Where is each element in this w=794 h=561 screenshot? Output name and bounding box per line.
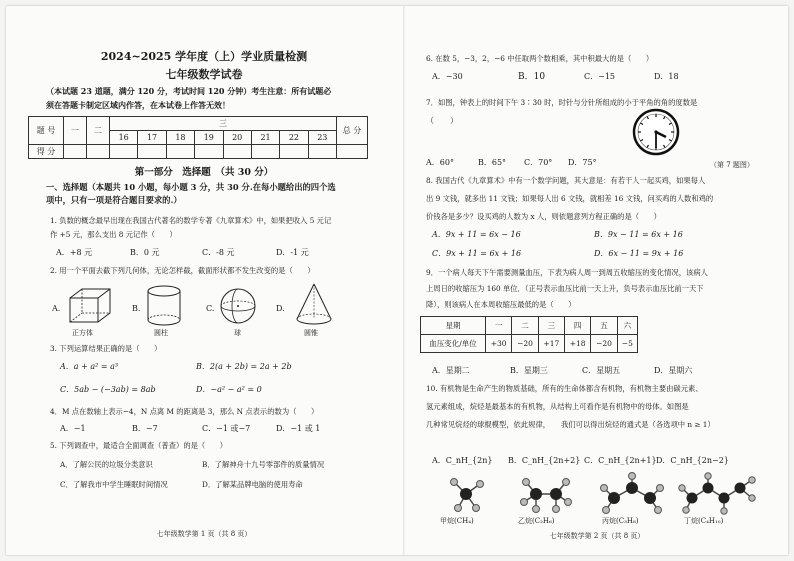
q8-option-d[interactable]: D．6x − 11 = 9x + 16 [594,249,684,258]
score-cell[interactable] [308,145,336,159]
bp-header-tue: 二 [512,317,538,335]
q9-line-1: 9．一个病人每天下午需要测量血压，下表为病人周一到周五收缩压的变化情况，该病人 [426,268,708,277]
bp-header-thu: 四 [564,317,590,335]
q10-line-1: 10. 有机物是生命产生的物质基础，所有的生命体都含有机物，有机物主要由碳元素、 [426,384,703,393]
score-col-20: 20 [223,131,251,145]
score-col-17: 17 [138,131,166,145]
q6-option-c[interactable]: C．−15 [584,72,616,81]
methane-model-icon[interactable] [451,479,484,512]
bp-header-fri: 五 [591,317,617,335]
q10-option-c[interactable]: C．C_nH_{2n+1} [584,456,657,465]
score-col-19: 19 [195,131,223,145]
q10-option-d[interactable]: D．C_nH_{2n−2} [656,456,729,465]
butane-model-icon[interactable] [679,473,755,514]
q7-option-a[interactable]: A．60° [426,158,454,167]
q6-option-d[interactable]: D．18 [654,72,679,81]
q6-option-a[interactable]: A．−30 [432,72,463,81]
q4-option-a[interactable]: A．−1 [60,424,86,433]
score-table [28,116,368,159]
bp-header-wed: 三 [538,317,564,335]
q9-option-b[interactable]: B．星期三 [510,366,548,375]
page-2 [406,6,788,555]
q1-option-d[interactable]: D．-1 元 [276,248,309,257]
section-title-2: 项中，只有一项是符合题目要求的.） [46,195,182,205]
q2-letter-d: D. [276,304,285,313]
q2-letter-b: B. [132,304,141,313]
q3-option-d[interactable]: D．−a² − a² = 0 [196,385,262,394]
bp-header-mon: 一 [486,317,512,335]
score-cell[interactable] [87,145,110,159]
q2-stem: 2. 用一个平面去截下列几何体，无论怎样截，截面形状都不发生改变的是（ ） [50,266,315,275]
q4-stem: 4．M 点在数轴上表示−4，N 点离 M 的距离是 3，那么 N 点表示的数为（ ） [50,407,319,416]
q10-option-b[interactable]: B．C_nH_{2n+2} [508,456,581,465]
cone-icon[interactable] [294,282,334,328]
score-row2-label: 得 分 [29,145,64,159]
score-col-22: 22 [280,131,308,145]
q8-line-1: 8. 我国古代《九章算术》中有一个数学问题，其大意是：有若干人一起买鸡，如果每人 [426,176,706,185]
page-fold [403,6,405,555]
molecule-label-ethane: 乙烷(C₂H₆) [518,517,555,525]
q8-option-c[interactable]: C．9x + 11 = 6x + 16 [432,249,522,258]
q7-option-b[interactable]: B．65° [478,158,507,167]
clock-icon[interactable] [632,106,680,158]
page-2-footer: 七年级数学第 2 页（共 8 页） [549,532,645,540]
sphere-icon[interactable] [218,286,260,326]
score-cell[interactable] [110,145,138,159]
score-col-three: 三 [110,117,337,131]
notice-line-1: （本试题 23 道题，满分 120 分，考试时间 120 分钟）考生注意：所有试题必 [46,86,332,96]
score-col-23: 23 [308,131,336,145]
q3-option-a[interactable]: A．a + a² = a³ [60,362,119,371]
bp-cell: +30 [486,335,512,353]
q1-line-2: 作 +5 元，那么支出 8 元记作（ ） [50,230,177,239]
cube-icon[interactable] [66,286,116,326]
part1-heading: 第一部分 选择题 （共 30 分） [134,167,274,178]
q2-letter-c: C. [206,304,215,313]
q8-line-2: 出 9 文钱，就多出 11 文钱；如果每人出 6 文钱，就相差 16 文钱，问买鸡的人数和鸡的 [426,194,714,203]
q1-option-b[interactable]: B．0 元 [130,248,160,257]
section-title-1: 一、选择题（本题共 10 小题，每小题 3 分，共 30 分.在每小题给出的四个选 [46,182,336,192]
q3-option-b[interactable]: B．2(a + 2b) = 2a + 2b [196,362,292,371]
q7-option-c[interactable]: C．70° [524,158,553,167]
notice-line-2: 须在答题卡制定区域内作答，在本试卷上作答无效！ [46,100,230,110]
q5-stem: 5. 下列调查中，最适合全面调查（普查）的是（ ） [50,441,228,450]
ethane-model-icon[interactable] [521,479,572,513]
q7-paren: （ ） [426,116,458,125]
score-cell[interactable] [195,145,223,159]
q2-shape-cube-label: 正方体 [72,329,93,337]
molecule-label-propane: 丙烷(C₃H₈) [602,517,639,525]
molecule-label-butane: 丁烷(C₄H₁₀) [684,517,724,525]
q5-option-c[interactable]: C．了解我市中学生睡眠时间情况 [60,480,168,489]
exam-subtitle: 七年级数学试卷 [165,68,243,81]
q1-option-c[interactable]: C．-8 元 [202,248,235,257]
blood-pressure-table [420,316,638,353]
q7-figure-caption: （第 7 题图） [710,161,754,169]
bp-cell: +17 [538,335,564,353]
score-col-total: 总 分 [337,117,368,145]
q10-line-2: 氢元素组成，烷烃是最基本的有机物，从结构上可看作是有机物中的母体。如图是 [426,402,689,411]
score-cell[interactable] [166,145,194,159]
q7-option-d[interactable]: D．75° [568,158,597,167]
bp-header-day: 星期 [421,317,486,335]
q6-option-b[interactable]: B．10 [518,72,546,82]
bp-cell: −20 [512,335,538,353]
q9-option-a[interactable]: A．星期二 [432,366,470,375]
q4-option-c[interactable]: C．−1 或−7 [202,424,251,433]
score-cell[interactable] [280,145,308,159]
page-1-footer: 七年级数学第 1 页（共 8 页） [156,530,252,538]
score-col-two: 二 [87,117,110,145]
q2-shape-cylinder-label: 圆柱 [154,329,168,337]
q1-line-1: 1. 负数的概念最早出现在我国古代著名的数学专著《九章算术》中，如果把收入 5 元记 [50,216,332,225]
q5-option-a[interactable]: A．了解公民的垃圾分类意识 [60,460,153,469]
score-cell[interactable] [337,145,368,159]
q10-option-a[interactable]: A．C_nH_{2n} [432,456,493,465]
score-cell[interactable] [251,145,279,159]
bp-row-label: 血压变化/单位 [421,335,486,353]
q9-option-c[interactable]: C．星期五 [582,366,621,375]
score-cell[interactable] [64,145,87,159]
score-cell[interactable] [223,145,251,159]
exam-title: 2024~2025 学年度（上）学业质量检测 [100,50,308,63]
q9-line-2: 上周日的收缩压为 160 单位．（正号表示血压比前一天上升，负号表示血压比前一天下 [426,284,704,293]
exam-sheet [6,6,788,555]
propane-model-icon[interactable] [601,473,664,514]
score-col-16: 16 [110,131,138,145]
q6-stem: 6. 在数 5，−3，2，−6 中任取两个数相乘，其中积最大的是（ ） [426,54,654,63]
q5-option-d[interactable]: D．了解某品牌电脑的使用寿命 [202,480,303,489]
q3-stem: 3. 下列运算结果正确的是（ ） [50,344,162,353]
molecule-label-methane: 甲烷(CH₄) [440,517,474,525]
q2-shape-cone-label: 圆锥 [304,329,318,337]
q8-line-3: 价钱各是多少？设买鸡的人数为 x 人，则依题意列方程正确的是（ ） [426,212,661,221]
q2-shape-sphere-label: 球 [234,329,241,337]
q9-line-3: 降），则该病人在本周收缩压最低的是（ ） [426,300,576,309]
q2-letter-a: A. [52,304,61,313]
q1-option-a[interactable]: A．+8 元 [56,248,93,257]
cylinder-icon[interactable] [146,284,186,328]
alkane-models-figure [436,472,776,516]
q5-option-b[interactable]: B．了解神舟十九号零部件的质量情况 [202,460,325,469]
score-col-one: 一 [64,117,87,145]
q8-option-a[interactable]: A．9x + 11 = 6x − 16 [432,230,521,239]
score-row-label: 题 号 [29,117,64,145]
q7-stem: 7．如图，钟表上的时间下午 3∶30 时，时针与分针所组成的小于平角的角的度数是 [426,98,698,107]
q8-option-b[interactable]: B．9x − 11 = 6x + 16 [594,230,683,239]
q3-option-c[interactable]: C．5ab − (−3ab) = 8ab [60,385,156,394]
bp-header-sat: 六 [617,317,637,335]
score-col-21: 21 [251,131,279,145]
page-1 [6,6,402,555]
bp-cell: −20 [591,335,617,353]
q4-option-b[interactable]: B．−7 [132,424,158,433]
score-col-18: 18 [166,131,194,145]
bp-cell: −5 [617,335,637,353]
score-cell[interactable] [138,145,166,159]
bp-cell: +18 [564,335,590,353]
q4-option-d[interactable]: D．−1 或 1 [276,424,321,433]
q9-option-d[interactable]: D．星期六 [654,366,693,375]
q10-line-3: 几种常见烷烃的球棍模型，依此规律， 我们可以得出烷烃的通式是（各选项中 n ≥ 1） [426,420,715,429]
